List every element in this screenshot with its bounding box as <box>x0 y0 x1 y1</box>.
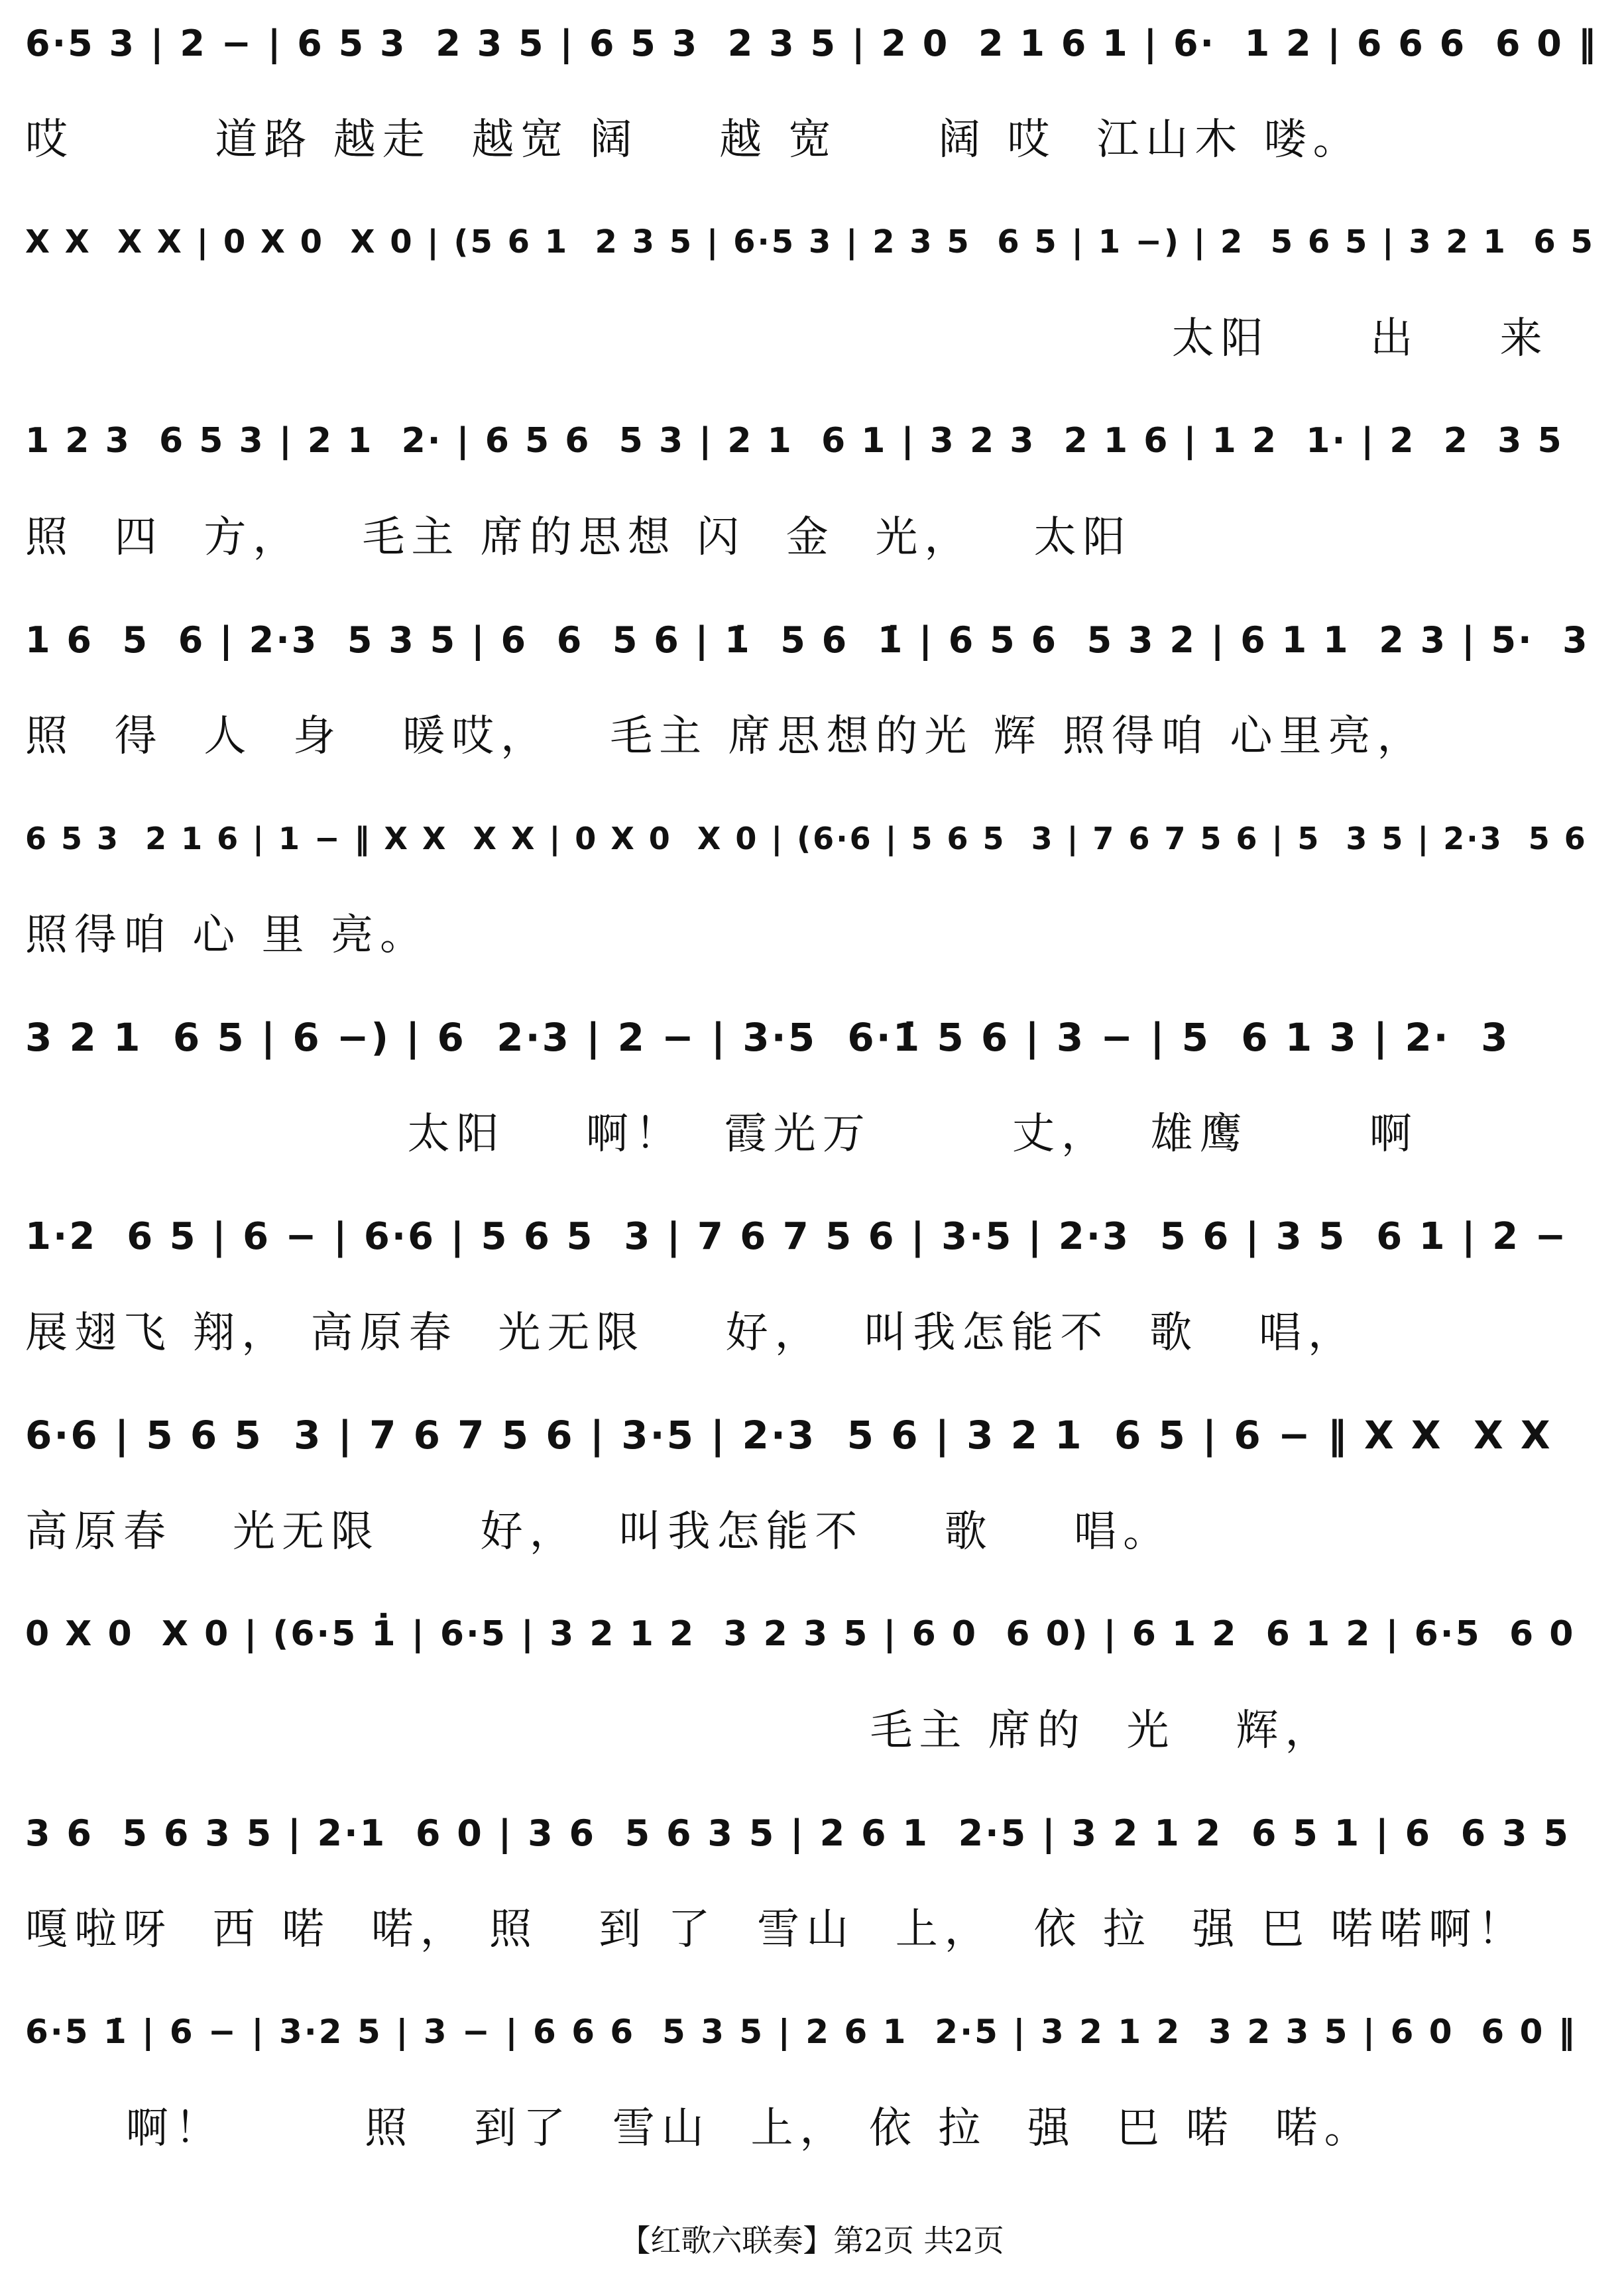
notation-line: X X X X | 0 X 0 X 0 | (5 6 1 2 3 5 | 6·5 3 | 2 3 5 6 5 | 1 −) | 2 5 6 5 | 3 2 1 6 5 <box>25 223 1595 261</box>
score-system <box>12 795 1616 994</box>
notation-line: 3 6 5 6 3 5 | 2·1 6 0 | 3 6 5 6 3 5 | 2 6 1 2·5 | 3 2 1 2 6 5 1 | 6 6 3 5 <box>25 1812 1570 1854</box>
score-system <box>12 994 1616 1193</box>
lyric-line: 展翅飞 翔， 高原春 光无限 好， 叫我怎能不 歌 唱， <box>25 1309 1358 1358</box>
score-system <box>12 398 1616 597</box>
score-system <box>12 199 1616 398</box>
lyric-line: 照得咱 心 里 亮。 <box>25 911 430 960</box>
score-system <box>12 0 1616 199</box>
lyric-line: 照 四 方， 毛主 席的思想 闪 金 光， 太阳 <box>25 513 1132 562</box>
notation-line: 1 2 3 6 5 3 | 2 1 2· | 6 5 6 5 3 | 2 1 6 1 | 3 2 3 2 1 6 | 1 2 1· | 2 2 3 5 <box>25 421 1564 461</box>
lyric-line: 高原春 光无限 好， 叫我怎能不 歌 唱。 <box>25 1507 1173 1556</box>
lyric-line: 啊！ 照 到了 雪山 上， 依 拉 强 巴 喏 喏。 <box>25 2104 1373 2153</box>
lyric-line: 毛主 席的 光 辉， <box>25 1706 1334 1755</box>
lyric-line: 太阳 出 来 <box>25 314 1549 363</box>
notation-line: 1·2 6 5 | 6 − | 6·6 | 5 6 5 3 | 7 6 7 5 6 | 3·5 | 2·3 5 6 | 3 5 6 1 | 2 − <box>25 1214 1568 1258</box>
notation-line: 0 X 0 X 0 | (6·5 1̇ | 6·5 | 3 2 1 2 3 2 3 5 | 6 0 6 0) | 6 1 2 6 1 2 | 6·5 6 0 <box>25 1614 1576 1654</box>
notation-line: 6·5 1̇ | 6 − | 3·2 5 | 3 − | 6 6 6 5 3 5 | 2 6 1 2·5 | 3 2 1 2 3 2 3 5 | 6 0 6 0 ‖ <box>25 2013 1577 2051</box>
lyric-line: 太阳 啊！ 霞光万 丈， 雄鹰 啊 <box>25 1110 1419 1159</box>
score-system <box>12 1392 1616 1591</box>
notation-line: 6·5 3 | 2 − | 6 5 3 2 3 5 | 6 5 3 2 3 5 | 2 0 2 1 6 1 | 6· 1 2 | 6 6 6 6 0 ‖ <box>25 22 1598 64</box>
page-footer: 【红歌六联奏】第2页 共2页 <box>620 2223 1004 2258</box>
page-edge-right <box>1616 0 1624 2283</box>
notation-line: 6·6 | 5 6 5 3 | 7 6 7 5 6 | 3·5 | 2·3 5 6 | 3 2 1 6 5 | 6 − ‖ X X X X <box>25 1413 1552 1458</box>
lyric-line: 照 得 人 身 暖哎， 毛主 席思想的光 辉 照得咱 心里亮， <box>25 712 1426 761</box>
lyric-line: 哎 道路 越走 越宽 阔 越 宽 阔 哎 江山木 喽。 <box>25 115 1362 164</box>
notation-line: 1 6 5 6 | 2·3 5 3 5 | 6 6 5 6 | 1̇ 5 6 1̇ | 6 5 6 5 3 2 | 6 1 1 2 3 | 5· 3 <box>25 618 1590 661</box>
score-system <box>12 1591 1616 1790</box>
score-system <box>12 1790 1616 1989</box>
notation-line: 3 2 1 6 5 | 6 −) | 6 2·3 | 2 − | 3·5 6·1̇ 5 6 | 3 − | 5 6 1 3 | 2· 3 <box>25 1015 1510 1060</box>
lyric-line: 嘎啦呀 西 喏 喏， 照 到 了 雪山 上， 依 拉 强 巴 喏喏啊！ <box>25 1905 1527 1954</box>
score-system <box>12 1193 1616 1392</box>
page-edge-left <box>0 0 8 2283</box>
notation-line: 6 5 3 2 1 6 | 1 − ‖ X X X X | 0 X 0 X 0 | (6·6 | 5 6 5 3 | 7 6 7 5 6 | 5 3 5 | 2·3 5 6 <box>25 821 1588 856</box>
score-system <box>12 1989 1616 2188</box>
score-system <box>12 597 1616 795</box>
